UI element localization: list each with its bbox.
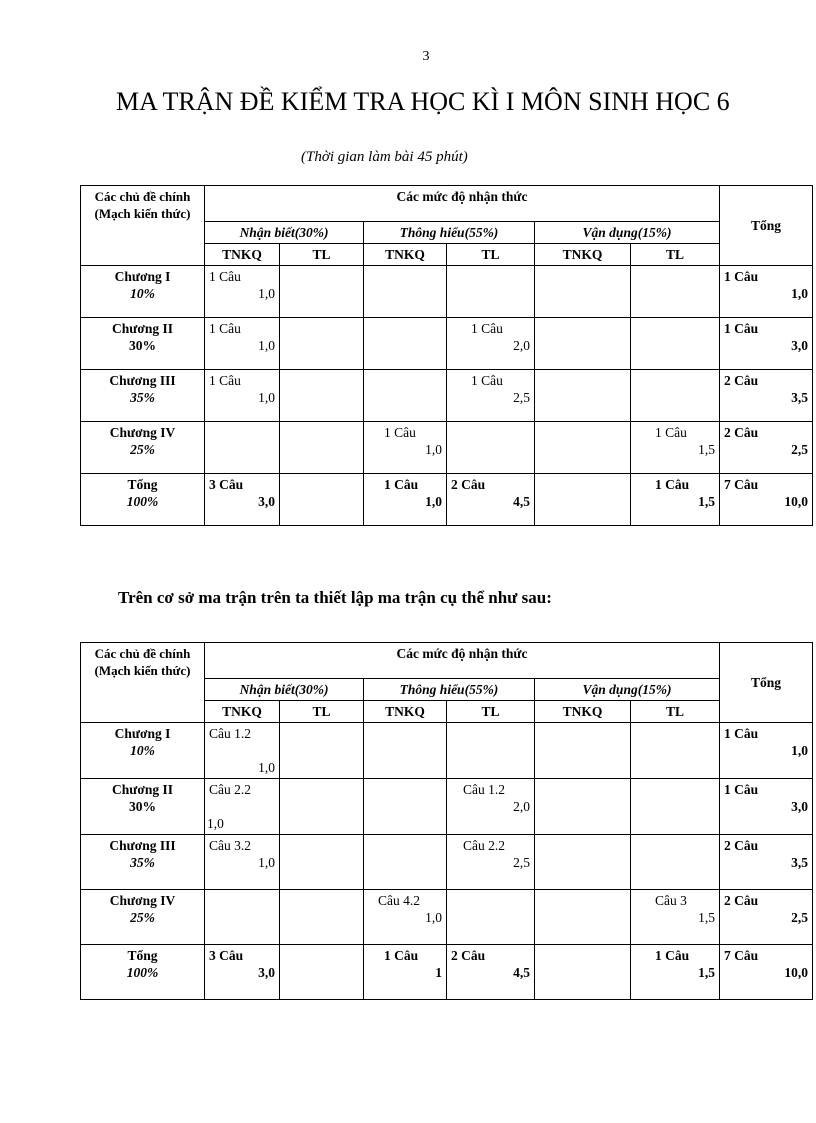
cell-total: 1 Câu 3,0 — [720, 318, 813, 370]
cell: 1 Câu 1,5 — [631, 474, 720, 526]
table-row — [81, 779, 813, 835]
cell — [535, 723, 631, 779]
row-label: Chương III 35% — [81, 835, 205, 890]
cell: 1 Câu 1,0 — [205, 266, 280, 318]
cell — [447, 723, 535, 779]
document-title: MA TRẬN ĐỀ KIỂM TRA HỌC KÌ I MÔN SINH HỌC 6 — [116, 87, 730, 116]
row-label: Tổng 100% — [81, 945, 205, 1000]
cell — [280, 318, 364, 370]
cell: 3 Câu 3,0 — [205, 945, 280, 1000]
cell-total: 7 Câu 10,0 — [720, 474, 813, 526]
cell — [447, 422, 535, 474]
row-label: Chương II 30% — [81, 779, 205, 835]
header-total: Tổng — [720, 643, 813, 723]
cell — [280, 422, 364, 474]
matrix-table-general — [80, 185, 813, 526]
cell — [631, 266, 720, 318]
table-row — [81, 835, 813, 890]
header-levels: Các mức độ nhận thức — [205, 186, 720, 222]
header-nhan-biet: Nhận biết(30%) — [205, 679, 364, 701]
header-subject: Các chủ đề chính (Mạch kiến thức) — [81, 186, 205, 266]
cell — [364, 370, 447, 422]
header-tnkq: TNKQ — [205, 701, 280, 723]
header-nhan-biet: Nhận biết(30%) — [205, 222, 364, 244]
cell — [631, 779, 720, 835]
cell — [535, 779, 631, 835]
cell — [280, 723, 364, 779]
table-row-total — [81, 945, 813, 1000]
cell — [364, 779, 447, 835]
cell — [280, 474, 364, 526]
cell-total: 1 Câu 1,0 — [720, 266, 813, 318]
cell-total: 2 Câu 3,5 — [720, 835, 813, 890]
page-number: 3 — [422, 49, 430, 64]
cell: 1 Câu 2,0 — [447, 318, 535, 370]
cell — [280, 370, 364, 422]
cell: 1 Câu 1,0 — [364, 474, 447, 526]
cell — [535, 422, 631, 474]
cell — [535, 370, 631, 422]
header-tnkq: TNKQ — [535, 701, 631, 723]
cell: Câu 2.2 2,5 — [447, 835, 535, 890]
header-tl: TL — [280, 244, 364, 266]
cell — [280, 266, 364, 318]
cell: Câu 2.2 1,0 — [205, 779, 280, 835]
cell — [364, 835, 447, 890]
cell — [535, 835, 631, 890]
cell — [280, 779, 364, 835]
header-tl: TL — [447, 244, 535, 266]
cell-total: 7 Câu 10,0 — [720, 945, 813, 1000]
cell — [364, 318, 447, 370]
cell: 1 Câu 1,0 — [205, 318, 280, 370]
cell: 1 Câu 1,0 — [205, 370, 280, 422]
cell — [364, 266, 447, 318]
table-row — [81, 723, 813, 779]
table-row-total — [81, 474, 813, 526]
cell: 3 Câu 3,0 — [205, 474, 280, 526]
table-row — [81, 422, 813, 474]
document-subtitle: (Thời gian làm bài 45 phút) — [301, 149, 468, 165]
cell-total: 2 Câu 2,5 — [720, 422, 813, 474]
cell: Câu 4.2 1,0 — [364, 890, 447, 945]
table-row — [81, 370, 813, 422]
header-tl: TL — [631, 244, 720, 266]
cell — [535, 890, 631, 945]
section-heading: Trên cơ sở ma trận trên ta thiết lập ma trận cụ thể như sau: — [118, 588, 552, 607]
cell-total: 1 Câu 1,0 — [720, 723, 813, 779]
header-thong-hieu: Thông hiểu(55%) — [364, 679, 535, 701]
cell: Câu 1.2 1,0 — [205, 723, 280, 779]
row-label: Chương I 10% — [81, 266, 205, 318]
cell — [535, 266, 631, 318]
row-label: Chương II 30% — [81, 318, 205, 370]
cell: Câu 3.2 1,0 — [205, 835, 280, 890]
matrix-table-detailed — [80, 642, 813, 1000]
cell — [280, 835, 364, 890]
cell — [447, 266, 535, 318]
header-levels: Các mức độ nhận thức — [205, 643, 720, 679]
cell-total: 2 Câu 2,5 — [720, 890, 813, 945]
cell: 1 Câu 1,5 — [631, 945, 720, 1000]
cell: 1 Câu 1,5 — [631, 422, 720, 474]
cell — [364, 723, 447, 779]
table-row — [81, 890, 813, 945]
header-total: Tổng — [720, 186, 813, 266]
header-tnkq: TNKQ — [535, 244, 631, 266]
row-label: Tổng 100% — [81, 474, 205, 526]
cell — [535, 945, 631, 1000]
cell — [535, 474, 631, 526]
header-subject: Các chủ đề chính (Mạch kiến thức) — [81, 643, 205, 723]
cell — [280, 890, 364, 945]
cell: Câu 3 1,5 — [631, 890, 720, 945]
cell-total: 1 Câu 3,0 — [720, 779, 813, 835]
cell: Câu 1.2 2,0 — [447, 779, 535, 835]
row-label: Chương IV 25% — [81, 890, 205, 945]
row-label: Chương III 35% — [81, 370, 205, 422]
header-tl: TL — [447, 701, 535, 723]
cell — [205, 890, 280, 945]
cell — [631, 723, 720, 779]
row-label: Chương I 10% — [81, 723, 205, 779]
header-tl: TL — [631, 701, 720, 723]
header-van-dung: Vận dụng(15%) — [535, 679, 720, 701]
header-van-dung: Vận dụng(15%) — [535, 222, 720, 244]
cell — [631, 835, 720, 890]
row-label: Chương IV 25% — [81, 422, 205, 474]
cell: 1 Câu 2,5 — [447, 370, 535, 422]
cell: 2 Câu 4,5 — [447, 474, 535, 526]
cell — [631, 370, 720, 422]
header-tnkq: TNKQ — [205, 244, 280, 266]
cell: 1 Câu 1,0 — [364, 422, 447, 474]
cell: 2 Câu 4,5 — [447, 945, 535, 1000]
table-row — [81, 266, 813, 318]
cell: 1 Câu 1 — [364, 945, 447, 1000]
table-row — [81, 318, 813, 370]
cell — [205, 422, 280, 474]
cell — [535, 318, 631, 370]
cell — [447, 890, 535, 945]
header-thong-hieu: Thông hiểu(55%) — [364, 222, 535, 244]
header-tnkq: TNKQ — [364, 701, 447, 723]
header-tl: TL — [280, 701, 364, 723]
cell — [280, 945, 364, 1000]
header-tnkq: TNKQ — [364, 244, 447, 266]
cell — [631, 318, 720, 370]
cell-total: 2 Câu 3,5 — [720, 370, 813, 422]
